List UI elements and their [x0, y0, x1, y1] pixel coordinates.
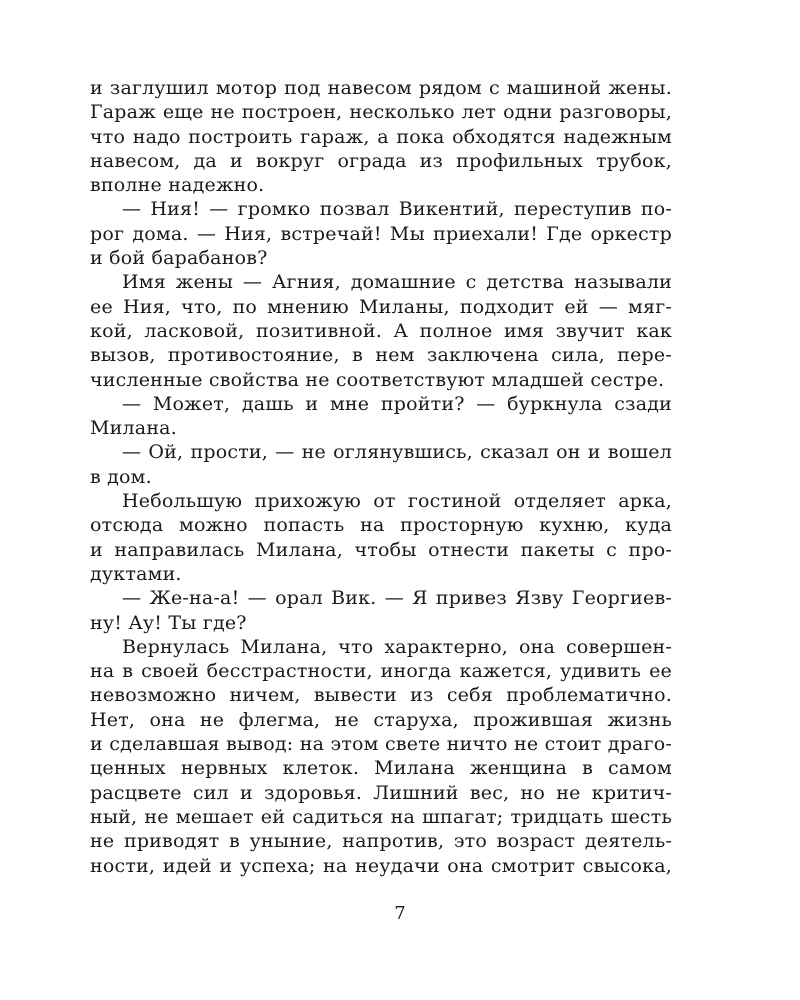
- text-line: в дом.: [90, 465, 152, 488]
- text-line: Милана.: [90, 417, 177, 440]
- text-line: Вернулась Милана, что характерно, она совершен-: [122, 635, 672, 658]
- text-line: Нет, она не флегма, не старуха, прожившая жизнь: [90, 708, 672, 731]
- text-line: рог дома. — Ния, встречай! Мы приехали! Где оркестр: [90, 222, 672, 245]
- text-line: навесом, да и вокруг ограда из профильных трубок,: [90, 149, 672, 172]
- text-line: на в своей бесстрастности, иногда кажется, удивить ее: [90, 660, 672, 683]
- text-line: ее Ния, что, по мнению Миланы, подходит ей — мяг-: [90, 295, 672, 318]
- body-text: [90, 76, 672, 878]
- page-number: 7: [394, 903, 406, 924]
- text-line: кой, ласковой, позитивной. А полное имя звучит как: [90, 319, 672, 342]
- text-line: ный, не мешает ей садиться на шпагат; тридцать шесть: [90, 805, 672, 828]
- text-line: отсюда можно попасть на просторную кухню, куда: [90, 514, 672, 537]
- text-line: невозможно ничем, вывести из себя проблематично.: [90, 684, 672, 707]
- text-line: и направилась Милана, чтобы отнести пакеты с про-: [90, 538, 672, 561]
- text-line: — Ния! — громко позвал Викентий, переступив по-: [122, 198, 672, 221]
- text-line: и бой барабанов?: [90, 247, 268, 270]
- text-line: ности, идей и успеха; на неудачи она смотрит свысока,: [90, 854, 672, 877]
- text-line: вызов, противостояние, в нем заключена сила, пере-: [90, 344, 672, 367]
- text-line: Гараж еще не построен, несколько лет одни разговоры,: [90, 101, 672, 124]
- text-line: дуктами.: [90, 562, 182, 585]
- text-line: ценных нервных клеток. Милана женщина в самом: [90, 757, 672, 780]
- text-line: расцвете сил и здоровья. Лишний вес, но не критич-: [90, 781, 672, 804]
- text-line: и сделавшая вывод: на этом свете ничто не стоит драго-: [90, 733, 672, 756]
- text-line: вполне надежно.: [90, 174, 265, 197]
- text-line: численные свойства не соответствуют младшей сестре.: [90, 368, 665, 391]
- text-line: — Может, дашь и мне пройти? — буркнула сзади: [122, 392, 672, 415]
- text-line: что надо построить гараж, а пока обходятся надежным: [90, 125, 672, 148]
- text-line: ну! Ау! Ты где?: [90, 611, 247, 634]
- text-line: — Же-на-а! — орал Вик. — Я привез Язву Георгиев-: [122, 587, 672, 610]
- text-line: и заглушил мотор под навесом рядом с машиной жены.: [90, 77, 672, 99]
- text-line: Имя жены — Агния, домашние с детства называли: [122, 271, 672, 294]
- text-line: не приводят в уныние, напротив, это возраст деятель-: [90, 830, 672, 853]
- text-line: — Ой, прости, — не оглянувшись, сказал он и вошел: [122, 441, 672, 464]
- text-line: Небольшую прихожую от гостиной отделяет арка,: [122, 490, 672, 513]
